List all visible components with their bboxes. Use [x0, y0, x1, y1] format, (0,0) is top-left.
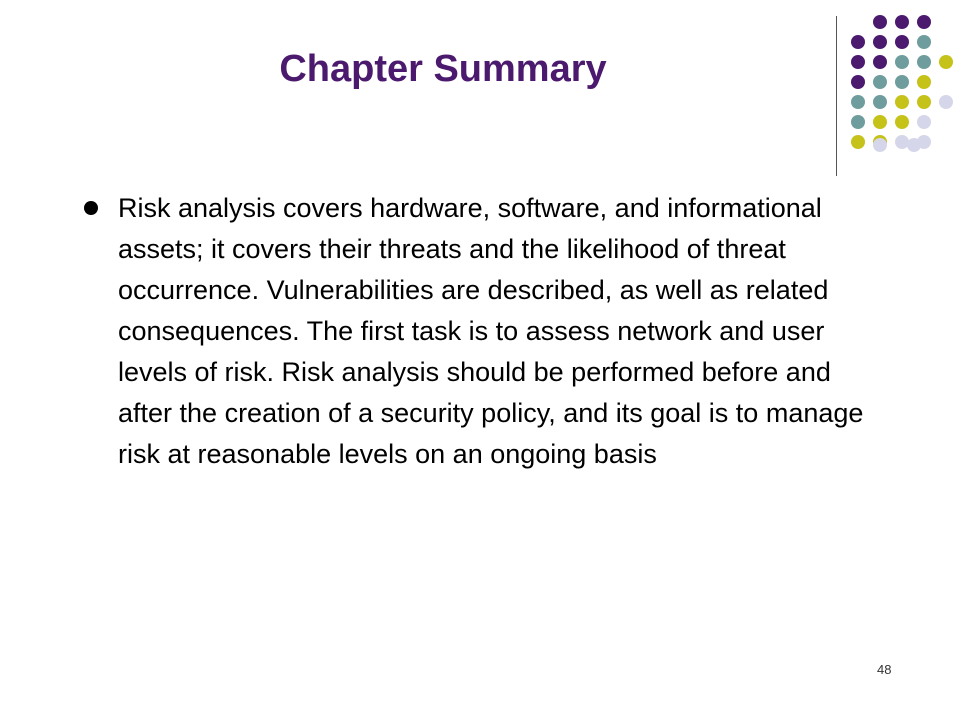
bullet-text: Risk analysis covers hardware, software, and informational assets; it covers their threats and the likelihood of threat occurrence. Vulnerabilities are described, as well as related consequences. The first task is to assess network and user levels of risk. Risk analysis should be performed before and after the creation of a security policy, and its goal is to manage risk at reasonable levels on an ongoing basis	[118, 193, 864, 469]
decor-dot	[873, 115, 887, 129]
decor-dot	[939, 55, 953, 69]
decor-dot	[939, 95, 953, 109]
decor-dot	[873, 75, 887, 89]
decor-dot	[873, 15, 887, 29]
decor-dot	[917, 75, 931, 89]
decor-dot	[895, 15, 909, 29]
decor-dot	[917, 95, 931, 109]
decor-dot	[895, 35, 909, 49]
slide-body	[84, 188, 884, 475]
decor-dot	[851, 75, 865, 89]
decor-dot	[907, 138, 921, 152]
decor-dot	[873, 95, 887, 109]
decor-dot	[917, 55, 931, 69]
decor-dot	[917, 15, 931, 29]
decor-dot	[917, 115, 931, 129]
decor-dot	[873, 138, 887, 152]
decor-dot	[895, 135, 909, 149]
decor-dot	[851, 55, 865, 69]
bullet-item	[84, 188, 884, 475]
decor-dot	[851, 95, 865, 109]
decor-dot	[895, 115, 909, 129]
dot-grid-icon	[0, 0, 960, 180]
decor-dot	[873, 55, 887, 69]
decor-dot	[895, 75, 909, 89]
decor-dot	[895, 55, 909, 69]
decor-dot	[851, 115, 865, 129]
bullet-icon	[84, 201, 98, 215]
decor-dot	[917, 35, 931, 49]
decor-dot	[873, 35, 887, 49]
decor-dot	[851, 135, 865, 149]
page-number: 48	[877, 662, 892, 677]
slide-title: Chapter Summary	[279, 48, 607, 90]
decor-dot	[851, 35, 865, 49]
decor-dot	[895, 95, 909, 109]
